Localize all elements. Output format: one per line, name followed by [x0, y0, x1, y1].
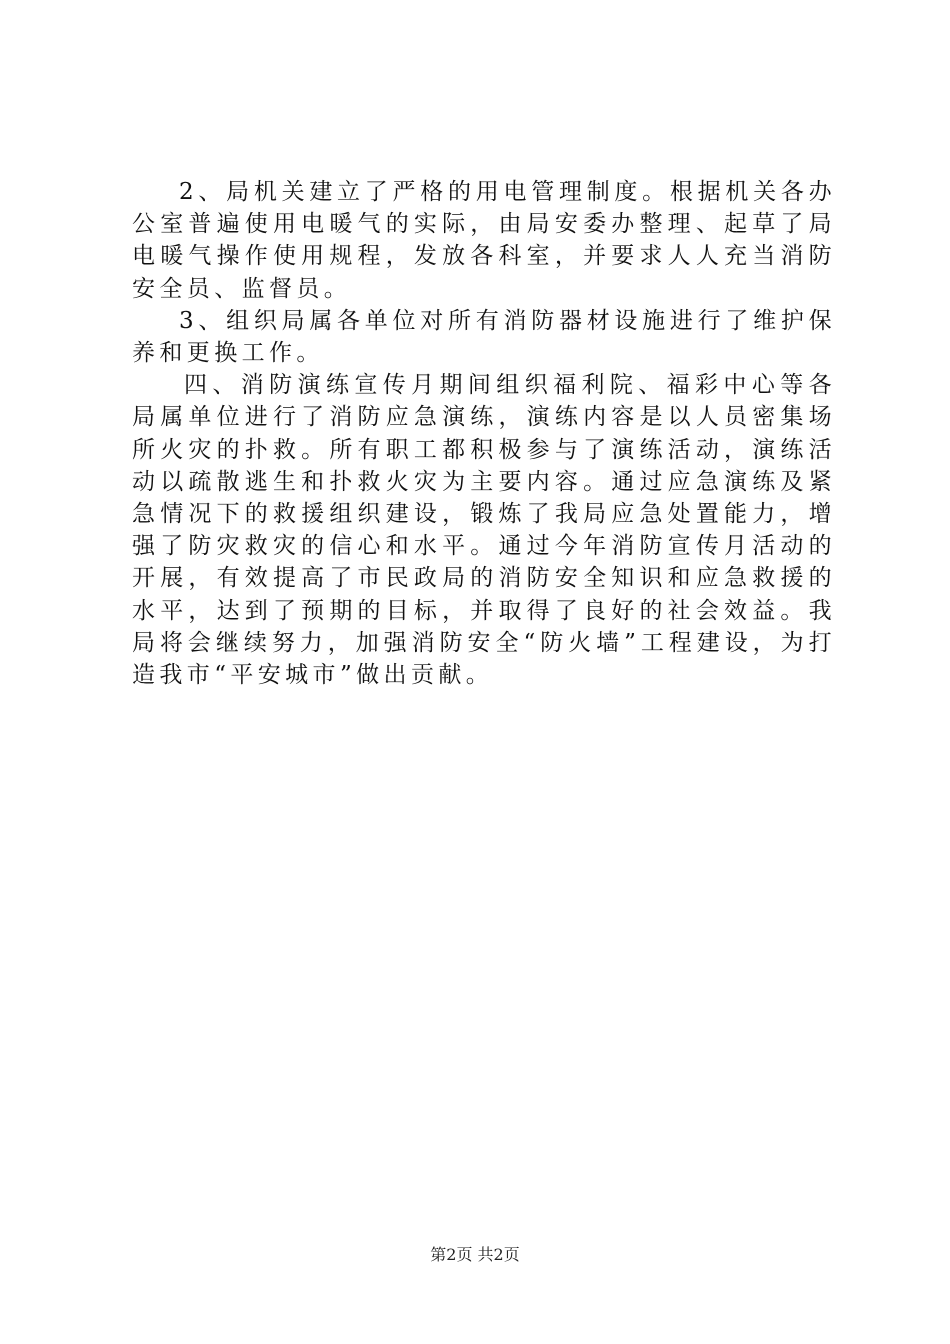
paragraph-fire-drill: 四、消防演练宣传月期间组织福利院、福彩中心等各局属单位进行了消防应急演练，演练内容是以人员密集场所火灾的扑救。所有职工都积极参与了演练活动，演练活动以疏散逃生和扑救火灾为主要内容。通过应急演练及紧急情况下的救援组织建设，锻炼了我局应急处置能力，增强了防灾救灾的信心和水平。通过今年消防宣传月活动的开展，有效提高了市民政局的消防安全知识和应急救援的水平，达到了预期的目标，并取得了良好的社会效益。我局将会继续努力，加强消防安全“防火墙”工程建设，为打造我市“平安城市”做出贡献。 — [132, 372, 836, 689]
paragraph-equipment-maintenance: 3、组织局属各单位对所有消防器材设施进行了维护保养和更换工作。 — [132, 307, 836, 367]
page-number-footer: 第2页 共2页 — [430, 1245, 520, 1264]
paragraph-electricity-management: 2、局机关建立了严格的用电管理制度。根据机关各办公室普遍使用电暖气的实际，由局安委办整理、起草了局电暖气操作使用规程，发放各科室，并要求人人充当消防安全员、监督员。 — [132, 179, 836, 302]
document-body — [132, 176, 836, 691]
